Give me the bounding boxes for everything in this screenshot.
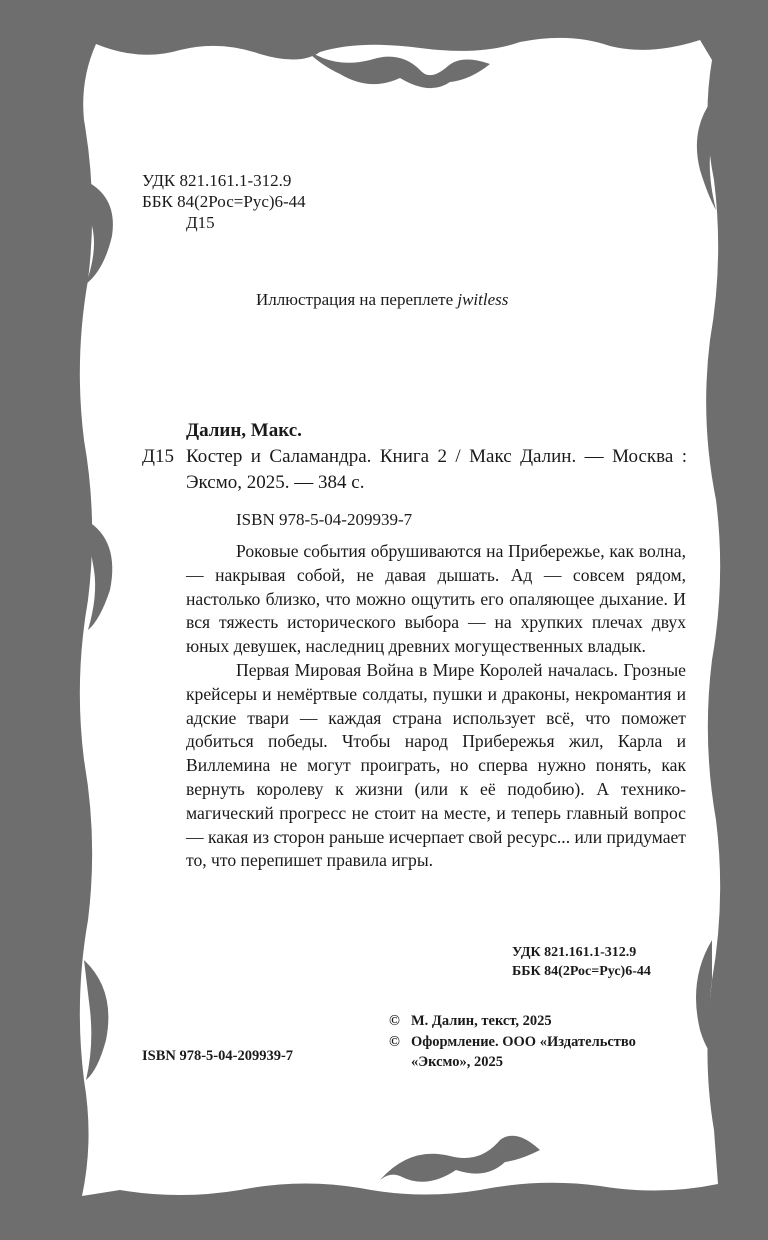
record-isbn: ISBN 978-5-04-209939-7 (236, 510, 413, 529)
illustration-credit (256, 290, 508, 310)
footer-isbn: ISBN 978-5-04-209939-7 (142, 1048, 294, 1064)
author-heading: Далин, Макс. (186, 420, 302, 441)
bibliographic-record (142, 418, 687, 496)
record-description: Костер и Саламандра. Книга 2 / Макс Далин. — Москва : Эксмо, 2025. — 384 с. (186, 446, 687, 493)
copyright-block (389, 1011, 689, 1073)
footer-bbk: ББК 84(2Рос=Рус)6-44 (512, 964, 651, 979)
udk-code: УДК 821.161.1-312.9 (142, 171, 292, 190)
copyright-text-1: М. Далин, текст, 2025 (411, 1013, 552, 1029)
bbk-code: ББК 84(2Рос=Рус)6-44 (142, 192, 306, 211)
record-author-sign: Д15 (142, 446, 174, 467)
footer-codes (512, 943, 651, 981)
copyright-text-2: Оформление. ООО «Издательство «Эксмо», 2025 (411, 1033, 636, 1070)
copyright-line-2 (389, 1032, 689, 1073)
footer-udk: УДК 821.161.1-312.9 (512, 945, 637, 960)
abstract-paragraph-2: Первая Мировая Война в Мире Королей началась. Грозные крейсеры и немёртвые солдаты, пушки и драконы, некромантия и адские твари — каждая страна использует всё, что поможет добиться победы. Чтобы народ Прибережья жил, Карла и Виллемина не могут проиграть, но сперва нужно понять, как вернуть королеву к жизни (или к её подобию). А технико-магический прогресс не стоит на месте, и теперь главный вопрос — какая из сторон раньше исчерпает свой ресурс... или придумает то, что перепишет правила игры. (186, 659, 686, 871)
illustration-artist: jwitless (457, 290, 509, 309)
abstract-paragraph-1: Роковые события обрушиваются на Прибережье, как волна, — накрывая собой, не давая дышать. Ад — совсем рядом, настолько близко, что можно ощутить его опаляющее дыхание. И вся тяжесть исторического выбора — на хрупких плечах двух юных девушек, наследниц древних могущественных владык. (186, 541, 686, 657)
copyright-line-1 (389, 1011, 689, 1032)
copyright-symbol: © (389, 1013, 400, 1029)
copyright-symbol: © (389, 1033, 400, 1050)
record-row (142, 444, 687, 496)
classification-codes (142, 170, 687, 233)
abstract (186, 540, 686, 873)
illustration-prefix: Иллюстрация на переплете (256, 290, 454, 309)
author-sign: Д15 (186, 213, 215, 232)
